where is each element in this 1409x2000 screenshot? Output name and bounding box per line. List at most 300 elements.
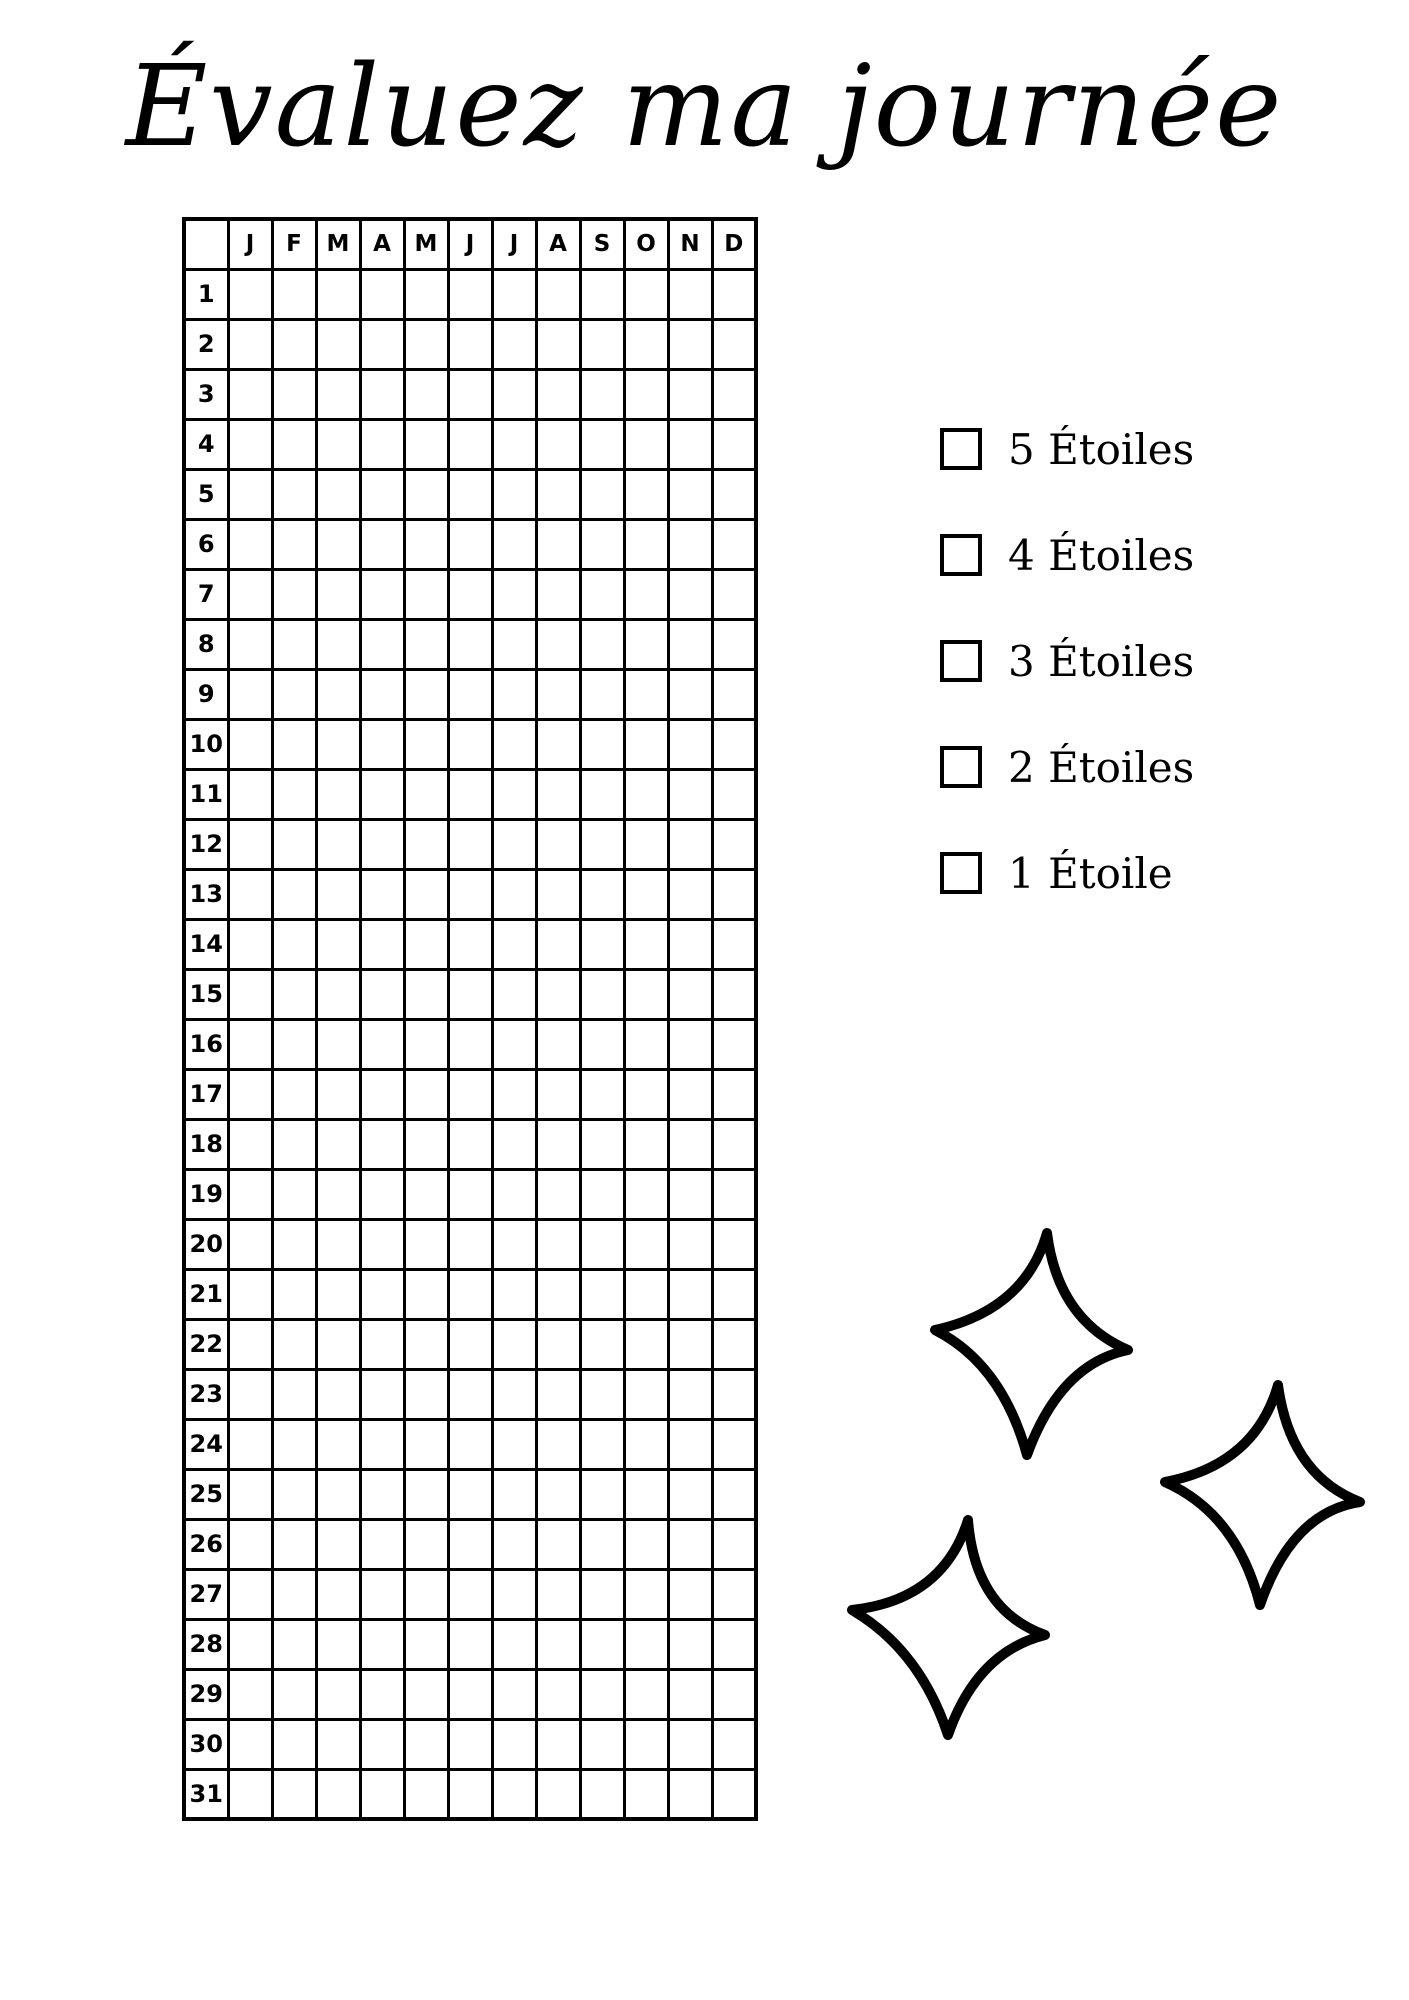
rating-cell[interactable] xyxy=(668,519,712,569)
rating-cell[interactable] xyxy=(360,1369,404,1419)
rating-cell[interactable] xyxy=(492,669,536,719)
rating-cell[interactable] xyxy=(668,1169,712,1219)
rating-cell[interactable] xyxy=(272,819,316,869)
rating-cell[interactable] xyxy=(536,719,580,769)
rating-cell[interactable] xyxy=(668,1769,712,1819)
rating-cell[interactable] xyxy=(580,1769,624,1819)
rating-cell[interactable] xyxy=(580,1119,624,1169)
rating-cell[interactable] xyxy=(624,619,668,669)
rating-cell[interactable] xyxy=(316,669,360,719)
rating-cell[interactable] xyxy=(712,1319,756,1369)
rating-cell[interactable] xyxy=(404,1469,448,1519)
rating-cell[interactable] xyxy=(536,1019,580,1069)
rating-cell[interactable] xyxy=(536,1669,580,1719)
rating-cell[interactable] xyxy=(580,519,624,569)
rating-cell[interactable] xyxy=(712,1419,756,1469)
rating-cell[interactable] xyxy=(536,1519,580,1569)
rating-cell[interactable] xyxy=(228,619,272,669)
rating-cell[interactable] xyxy=(316,1419,360,1469)
rating-cell[interactable] xyxy=(228,1419,272,1469)
rating-cell[interactable] xyxy=(448,319,492,369)
rating-cell[interactable] xyxy=(360,319,404,369)
rating-cell[interactable] xyxy=(316,1769,360,1819)
rating-cell[interactable] xyxy=(228,569,272,619)
rating-cell[interactable] xyxy=(624,1769,668,1819)
rating-cell[interactable] xyxy=(712,1769,756,1819)
rating-cell[interactable] xyxy=(316,1319,360,1369)
rating-cell[interactable] xyxy=(712,1469,756,1519)
rating-cell[interactable] xyxy=(272,419,316,469)
rating-cell[interactable] xyxy=(624,369,668,419)
rating-cell[interactable] xyxy=(580,1469,624,1519)
rating-cell[interactable] xyxy=(492,1069,536,1119)
rating-cell[interactable] xyxy=(272,619,316,669)
rating-cell[interactable] xyxy=(624,1169,668,1219)
rating-cell[interactable] xyxy=(404,1119,448,1169)
rating-cell[interactable] xyxy=(272,1369,316,1419)
rating-cell[interactable] xyxy=(316,969,360,1019)
rating-cell[interactable] xyxy=(624,669,668,719)
rating-cell[interactable] xyxy=(580,1569,624,1619)
rating-cell[interactable] xyxy=(448,1019,492,1069)
rating-cell[interactable] xyxy=(228,269,272,319)
rating-cell[interactable] xyxy=(272,1619,316,1669)
rating-cell[interactable] xyxy=(580,369,624,419)
rating-cell[interactable] xyxy=(668,1269,712,1319)
rating-cell[interactable] xyxy=(712,769,756,819)
rating-cell[interactable] xyxy=(492,1519,536,1569)
rating-cell[interactable] xyxy=(492,1769,536,1819)
rating-cell[interactable] xyxy=(492,1119,536,1169)
rating-cell[interactable] xyxy=(228,869,272,919)
rating-cell[interactable] xyxy=(668,269,712,319)
rating-cell[interactable] xyxy=(360,1569,404,1619)
rating-cell[interactable] xyxy=(272,369,316,419)
rating-cell[interactable] xyxy=(668,1469,712,1519)
rating-cell[interactable] xyxy=(492,1169,536,1219)
rating-cell[interactable] xyxy=(668,319,712,369)
rating-cell[interactable] xyxy=(404,719,448,769)
rating-cell[interactable] xyxy=(624,719,668,769)
legend-checkbox[interactable] xyxy=(940,852,982,894)
legend-checkbox[interactable] xyxy=(940,428,982,470)
rating-cell[interactable] xyxy=(228,1719,272,1769)
rating-cell[interactable] xyxy=(316,269,360,319)
rating-cell[interactable] xyxy=(448,1619,492,1669)
rating-cell[interactable] xyxy=(580,419,624,469)
rating-cell[interactable] xyxy=(712,1369,756,1419)
rating-cell[interactable] xyxy=(580,1069,624,1119)
rating-cell[interactable] xyxy=(668,1719,712,1769)
rating-cell[interactable] xyxy=(448,1519,492,1569)
rating-cell[interactable] xyxy=(448,269,492,319)
rating-cell[interactable] xyxy=(272,719,316,769)
rating-cell[interactable] xyxy=(360,419,404,469)
rating-cell[interactable] xyxy=(228,969,272,1019)
rating-cell[interactable] xyxy=(316,1369,360,1419)
rating-cell[interactable] xyxy=(360,519,404,569)
rating-cell[interactable] xyxy=(360,919,404,969)
rating-cell[interactable] xyxy=(668,619,712,669)
rating-cell[interactable] xyxy=(448,369,492,419)
rating-cell[interactable] xyxy=(536,269,580,319)
rating-cell[interactable] xyxy=(228,1169,272,1219)
rating-cell[interactable] xyxy=(448,769,492,819)
rating-cell[interactable] xyxy=(228,319,272,369)
rating-cell[interactable] xyxy=(448,1669,492,1719)
rating-cell[interactable] xyxy=(360,1269,404,1319)
rating-cell[interactable] xyxy=(228,1319,272,1369)
rating-cell[interactable] xyxy=(448,1769,492,1819)
rating-cell[interactable] xyxy=(228,1619,272,1669)
rating-cell[interactable] xyxy=(492,1569,536,1619)
rating-cell[interactable] xyxy=(712,1269,756,1319)
rating-cell[interactable] xyxy=(404,469,448,519)
rating-cell[interactable] xyxy=(360,669,404,719)
rating-cell[interactable] xyxy=(272,1469,316,1519)
rating-cell[interactable] xyxy=(492,769,536,819)
rating-cell[interactable] xyxy=(448,569,492,619)
rating-cell[interactable] xyxy=(316,1119,360,1169)
rating-cell[interactable] xyxy=(624,1419,668,1469)
rating-cell[interactable] xyxy=(360,1069,404,1119)
rating-cell[interactable] xyxy=(492,369,536,419)
rating-cell[interactable] xyxy=(492,1719,536,1769)
rating-cell[interactable] xyxy=(316,1269,360,1319)
rating-cell[interactable] xyxy=(580,269,624,319)
rating-cell[interactable] xyxy=(316,1169,360,1219)
rating-cell[interactable] xyxy=(228,1469,272,1519)
rating-cell[interactable] xyxy=(624,969,668,1019)
rating-cell[interactable] xyxy=(580,1169,624,1219)
rating-cell[interactable] xyxy=(316,719,360,769)
rating-cell[interactable] xyxy=(360,619,404,669)
rating-cell[interactable] xyxy=(536,569,580,619)
rating-cell[interactable] xyxy=(316,419,360,469)
rating-cell[interactable] xyxy=(712,569,756,619)
rating-cell[interactable] xyxy=(360,1719,404,1769)
rating-cell[interactable] xyxy=(712,819,756,869)
rating-cell[interactable] xyxy=(404,1069,448,1119)
rating-cell[interactable] xyxy=(316,869,360,919)
rating-cell[interactable] xyxy=(536,1319,580,1369)
rating-cell[interactable] xyxy=(712,1119,756,1169)
rating-cell[interactable] xyxy=(492,869,536,919)
rating-cell[interactable] xyxy=(492,569,536,619)
rating-cell[interactable] xyxy=(228,419,272,469)
rating-cell[interactable] xyxy=(316,1569,360,1619)
rating-cell[interactable] xyxy=(448,1319,492,1369)
rating-cell[interactable] xyxy=(668,1419,712,1469)
rating-cell[interactable] xyxy=(360,1419,404,1469)
legend-checkbox[interactable] xyxy=(940,746,982,788)
rating-cell[interactable] xyxy=(668,569,712,619)
rating-cell[interactable] xyxy=(624,1069,668,1119)
rating-cell[interactable] xyxy=(668,1569,712,1619)
rating-cell[interactable] xyxy=(360,819,404,869)
rating-cell[interactable] xyxy=(536,1619,580,1669)
rating-cell[interactable] xyxy=(668,1069,712,1119)
rating-cell[interactable] xyxy=(712,1069,756,1119)
rating-cell[interactable] xyxy=(272,269,316,319)
rating-cell[interactable] xyxy=(536,1219,580,1269)
rating-cell[interactable] xyxy=(228,1019,272,1069)
legend-checkbox[interactable] xyxy=(940,534,982,576)
rating-cell[interactable] xyxy=(316,569,360,619)
rating-cell[interactable] xyxy=(360,1019,404,1069)
rating-cell[interactable] xyxy=(536,969,580,1019)
rating-cell[interactable] xyxy=(624,469,668,519)
rating-cell[interactable] xyxy=(668,369,712,419)
rating-cell[interactable] xyxy=(316,1219,360,1269)
rating-cell[interactable] xyxy=(624,319,668,369)
rating-cell[interactable] xyxy=(316,619,360,669)
rating-cell[interactable] xyxy=(272,1419,316,1469)
rating-cell[interactable] xyxy=(624,1619,668,1669)
rating-cell[interactable] xyxy=(228,1069,272,1119)
rating-cell[interactable] xyxy=(492,1469,536,1519)
rating-cell[interactable] xyxy=(580,619,624,669)
rating-cell[interactable] xyxy=(624,1319,668,1369)
rating-cell[interactable] xyxy=(492,819,536,869)
rating-cell[interactable] xyxy=(228,1219,272,1269)
rating-cell[interactable] xyxy=(448,1219,492,1269)
rating-cell[interactable] xyxy=(272,1069,316,1119)
rating-cell[interactable] xyxy=(228,1669,272,1719)
rating-cell[interactable] xyxy=(448,1569,492,1619)
rating-cell[interactable] xyxy=(492,269,536,319)
rating-cell[interactable] xyxy=(404,1369,448,1419)
rating-cell[interactable] xyxy=(580,769,624,819)
rating-cell[interactable] xyxy=(272,1119,316,1169)
rating-cell[interactable] xyxy=(580,1319,624,1369)
rating-cell[interactable] xyxy=(536,669,580,719)
rating-cell[interactable] xyxy=(448,1169,492,1219)
rating-cell[interactable] xyxy=(360,1219,404,1269)
rating-cell[interactable] xyxy=(712,1219,756,1269)
rating-cell[interactable] xyxy=(448,1719,492,1769)
rating-cell[interactable] xyxy=(712,1519,756,1569)
rating-cell[interactable] xyxy=(580,1419,624,1469)
rating-cell[interactable] xyxy=(580,1519,624,1569)
rating-cell[interactable] xyxy=(624,919,668,969)
rating-cell[interactable] xyxy=(712,469,756,519)
rating-cell[interactable] xyxy=(228,769,272,819)
rating-cell[interactable] xyxy=(580,1019,624,1069)
rating-cell[interactable] xyxy=(712,369,756,419)
rating-cell[interactable] xyxy=(668,1319,712,1369)
rating-cell[interactable] xyxy=(668,1619,712,1669)
rating-cell[interactable] xyxy=(360,1119,404,1169)
rating-cell[interactable] xyxy=(668,769,712,819)
rating-cell[interactable] xyxy=(712,1619,756,1669)
rating-cell[interactable] xyxy=(404,419,448,469)
rating-cell[interactable] xyxy=(668,1669,712,1719)
rating-cell[interactable] xyxy=(404,1519,448,1569)
rating-cell[interactable] xyxy=(316,469,360,519)
rating-cell[interactable] xyxy=(580,1719,624,1769)
rating-cell[interactable] xyxy=(404,1019,448,1069)
rating-cell[interactable] xyxy=(316,1069,360,1119)
rating-cell[interactable] xyxy=(316,1019,360,1069)
rating-cell[interactable] xyxy=(228,1369,272,1419)
rating-cell[interactable] xyxy=(536,1419,580,1469)
rating-cell[interactable] xyxy=(448,919,492,969)
rating-cell[interactable] xyxy=(668,1369,712,1419)
rating-cell[interactable] xyxy=(712,1019,756,1069)
rating-cell[interactable] xyxy=(228,1569,272,1619)
rating-cell[interactable] xyxy=(624,569,668,619)
rating-cell[interactable] xyxy=(228,919,272,969)
rating-cell[interactable] xyxy=(228,469,272,519)
rating-cell[interactable] xyxy=(360,1519,404,1569)
rating-cell[interactable] xyxy=(712,269,756,319)
rating-cell[interactable] xyxy=(492,1369,536,1419)
rating-cell[interactable] xyxy=(228,819,272,869)
rating-cell[interactable] xyxy=(624,1369,668,1419)
rating-cell[interactable] xyxy=(448,519,492,569)
rating-cell[interactable] xyxy=(712,869,756,919)
rating-cell[interactable] xyxy=(360,869,404,919)
rating-cell[interactable] xyxy=(404,1319,448,1369)
rating-cell[interactable] xyxy=(316,769,360,819)
rating-cell[interactable] xyxy=(668,669,712,719)
rating-cell[interactable] xyxy=(272,569,316,619)
rating-cell[interactable] xyxy=(404,969,448,1019)
rating-cell[interactable] xyxy=(668,1119,712,1169)
rating-cell[interactable] xyxy=(228,669,272,719)
rating-cell[interactable] xyxy=(536,819,580,869)
rating-cell[interactable] xyxy=(448,1069,492,1119)
rating-cell[interactable] xyxy=(228,369,272,419)
rating-cell[interactable] xyxy=(580,469,624,519)
rating-cell[interactable] xyxy=(448,1469,492,1519)
rating-cell[interactable] xyxy=(316,369,360,419)
rating-cell[interactable] xyxy=(624,1719,668,1769)
rating-cell[interactable] xyxy=(404,269,448,319)
rating-cell[interactable] xyxy=(360,569,404,619)
rating-cell[interactable] xyxy=(360,1469,404,1519)
rating-cell[interactable] xyxy=(624,769,668,819)
rating-cell[interactable] xyxy=(580,1669,624,1719)
rating-cell[interactable] xyxy=(272,969,316,1019)
rating-cell[interactable] xyxy=(668,419,712,469)
rating-cell[interactable] xyxy=(272,669,316,719)
rating-cell[interactable] xyxy=(404,369,448,419)
rating-cell[interactable] xyxy=(404,1719,448,1769)
rating-cell[interactable] xyxy=(580,569,624,619)
rating-cell[interactable] xyxy=(624,1469,668,1519)
rating-cell[interactable] xyxy=(492,319,536,369)
rating-cell[interactable] xyxy=(712,719,756,769)
rating-cell[interactable] xyxy=(448,669,492,719)
rating-cell[interactable] xyxy=(316,919,360,969)
rating-cell[interactable] xyxy=(580,319,624,369)
rating-cell[interactable] xyxy=(404,519,448,569)
rating-cell[interactable] xyxy=(448,719,492,769)
rating-cell[interactable] xyxy=(228,1119,272,1169)
rating-cell[interactable] xyxy=(272,319,316,369)
rating-cell[interactable] xyxy=(316,319,360,369)
rating-cell[interactable] xyxy=(624,1569,668,1619)
rating-cell[interactable] xyxy=(624,1519,668,1569)
rating-cell[interactable] xyxy=(712,319,756,369)
rating-cell[interactable] xyxy=(536,769,580,819)
rating-cell[interactable] xyxy=(448,819,492,869)
rating-cell[interactable] xyxy=(668,1219,712,1269)
rating-cell[interactable] xyxy=(668,819,712,869)
rating-cell[interactable] xyxy=(712,1569,756,1619)
rating-cell[interactable] xyxy=(316,519,360,569)
rating-cell[interactable] xyxy=(712,1169,756,1219)
rating-cell[interactable] xyxy=(404,319,448,369)
rating-cell[interactable] xyxy=(272,1219,316,1269)
rating-cell[interactable] xyxy=(360,1319,404,1369)
rating-cell[interactable] xyxy=(580,1619,624,1669)
rating-cell[interactable] xyxy=(360,719,404,769)
rating-cell[interactable] xyxy=(492,1669,536,1719)
rating-cell[interactable] xyxy=(316,819,360,869)
rating-cell[interactable] xyxy=(624,1219,668,1269)
rating-cell[interactable] xyxy=(404,1669,448,1719)
rating-cell[interactable] xyxy=(580,1369,624,1419)
rating-cell[interactable] xyxy=(404,1619,448,1669)
rating-cell[interactable] xyxy=(580,869,624,919)
rating-cell[interactable] xyxy=(360,1619,404,1669)
rating-cell[interactable] xyxy=(272,1669,316,1719)
rating-cell[interactable] xyxy=(712,669,756,719)
rating-cell[interactable] xyxy=(492,1219,536,1269)
rating-cell[interactable] xyxy=(536,1719,580,1769)
rating-cell[interactable] xyxy=(536,319,580,369)
rating-cell[interactable] xyxy=(712,619,756,669)
rating-cell[interactable] xyxy=(668,469,712,519)
rating-cell[interactable] xyxy=(492,519,536,569)
rating-cell[interactable] xyxy=(316,1469,360,1519)
rating-cell[interactable] xyxy=(272,769,316,819)
rating-cell[interactable] xyxy=(360,769,404,819)
rating-cell[interactable] xyxy=(624,869,668,919)
rating-cell[interactable] xyxy=(404,569,448,619)
rating-cell[interactable] xyxy=(668,1019,712,1069)
rating-cell[interactable] xyxy=(492,1269,536,1319)
rating-cell[interactable] xyxy=(492,919,536,969)
rating-cell[interactable] xyxy=(536,919,580,969)
rating-cell[interactable] xyxy=(448,869,492,919)
rating-cell[interactable] xyxy=(624,419,668,469)
rating-cell[interactable] xyxy=(536,1269,580,1319)
rating-cell[interactable] xyxy=(492,719,536,769)
rating-cell[interactable] xyxy=(492,419,536,469)
rating-cell[interactable] xyxy=(316,1619,360,1669)
rating-cell[interactable] xyxy=(536,1769,580,1819)
rating-cell[interactable] xyxy=(536,519,580,569)
rating-cell[interactable] xyxy=(404,819,448,869)
rating-cell[interactable] xyxy=(492,1019,536,1069)
rating-cell[interactable] xyxy=(272,1519,316,1569)
rating-cell[interactable] xyxy=(492,619,536,669)
rating-cell[interactable] xyxy=(624,269,668,319)
rating-cell[interactable] xyxy=(492,1319,536,1369)
rating-cell[interactable] xyxy=(624,819,668,869)
rating-cell[interactable] xyxy=(580,919,624,969)
rating-cell[interactable] xyxy=(712,519,756,569)
rating-cell[interactable] xyxy=(536,1119,580,1169)
rating-cell[interactable] xyxy=(668,1519,712,1569)
rating-cell[interactable] xyxy=(624,1019,668,1069)
rating-cell[interactable] xyxy=(712,919,756,969)
rating-cell[interactable] xyxy=(316,1719,360,1769)
